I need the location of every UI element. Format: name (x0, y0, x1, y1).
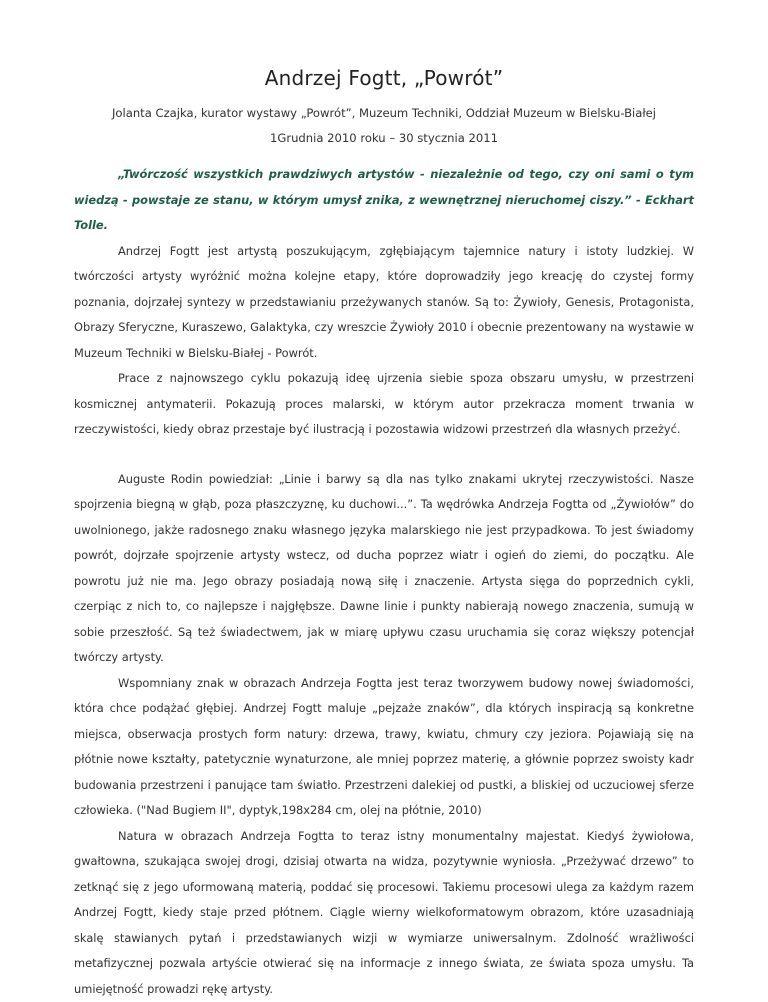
paragraph-1: Andrzej Fogtt jest artystą poszukującym, zgłębiającym tajemnice natury i istoty ludzkiej. W twórczości artysty wyróżnić można kolejne etapy, które doprowadziły jego kreację do czystej formy poznania, dojrzałej syntezy w przedstawianiu przeżywanych stanów. Są to: Żywioły, Genesis, Protagonista, Obrazy Sferyczne, Kuraszewo, Galaktyka, czy wreszcie Żywioły 2010 i obecnie prezentowany na wystawie w Muzeum Techniki w Bielsku-Białej - Powrót. (74, 239, 694, 367)
document-title: Andrzej Fogtt, „Powrót” (74, 66, 694, 90)
paragraph-4: Wspomniany znak w obrazach Andrzeja Fogtta jest teraz tworzywem budowy nowej świadomości, która chce podążać głębiej. Andrzej Fogtt maluje „pejzaże znaków”, dla których inspiracją są konkretne miejsca, obserwacja prostych form natury: drzewa, trawy, kwiatu, chmury czy jeziora. Pojawiają się na płótnie nowe kształty, patetycznie wynaturzone, ale mniej poprzez materię, a głównie poprzez swoisty kadr budowania przestrzeni i panujące tam światło. Przestrzeni dalekiej od pustki, a bliskiej od uczuciowej sferze człowieka. ("Nad Bugiem II", dyptyk,198x284 cm, olej na płótnie, 2010) (74, 671, 694, 824)
paragraph-2: Prace z najnowszego cyklu pokazują ideę ujrzenia siebie spoza obszaru umysłu, w przestrzeni kosmicznej antymaterii. Pokazują proces malarski, w którym autor przekracza moment trwania w rzeczywistości, kiedy obraz przestaje być ilustracją i pozostawia widzowi przestrzeń dla własnych przeżyć. (74, 366, 694, 443)
epigraph-quote: „Twórczość wszystkich prawdziwych artystów - niezależnie od tego, czy oni sami o tym wiedzą - powstaje ze stanu, w którym umysł znika, z wewnętrznej nieruchomej ciszy.” - Eckhart Tolle. (74, 162, 694, 239)
document-page (74, 66, 694, 1002)
paragraph-3: Auguste Rodin powiedział: „Linie i barwy są dla nas tylko znakami ukrytej rzeczywistości. Nasze spojrzenia biegną w głąb, poza płaszczyznę, ku duchowi...”. Ta wędrówka Andrzeja Fogtta od „Żywiołów” do uwolnionego, jakże radosnego znaku własnego języka malarskiego nie jest przypadkowa. To jest świadomy powrót, dojrzałe spojrzenie artysty wstecz, od ducha poprzez wiatr i ogień do ziemi, do początku. Ale powrotu już nie ma. Jego obrazy posiadają nową siłę i znaczenie. Artysta sięga do poprzednich cykli, czerpiąc z nich to, co najlepsze i najgłębsze. Dawne linie i punkty nabierają nowego znaczenia, sumują w sobie przeszłość. Są też świadectwem, jak w miarę upływu czasu uruchamia się coraz większy potencjał twórczy artysty. (74, 467, 694, 671)
author-line: Jolanta Czajka, kurator wystawy „Powrót”, Muzeum Techniki, Oddział Muzeum w Bielsku-Białej (74, 101, 694, 126)
date-line: 1Grudnia 2010 roku – 30 stycznia 2011 (74, 126, 694, 151)
paragraph-5: Natura w obrazach Andrzeja Fogtta to teraz istny monumentalny majestat. Kiedyś żywiołowa, gwałtowna, szukająca swojej drogi, dzisiaj otwarta na widza, pozytywnie wyniosła. „Przeżywać drzewo” to zetknąć się z jego uformowaną materią, poddać się procesowi. Takiemu procesowi ulega za każdym razem Andrzej Fogtt, kiedy staje przed płótnem. Ciągle wierny wielkoformatowym obrazom, które uzasadniają skalę stawianych pytań i przedstawianych wizji w wymiarze uniwersalnym. Zdolność wrażliwości metafizycznej pozwala artyście otwierać się na informacje z innego świata, ze świata spoza umysłu. Ta umiejętność prowadzi rękę artysty. (74, 824, 694, 1002)
